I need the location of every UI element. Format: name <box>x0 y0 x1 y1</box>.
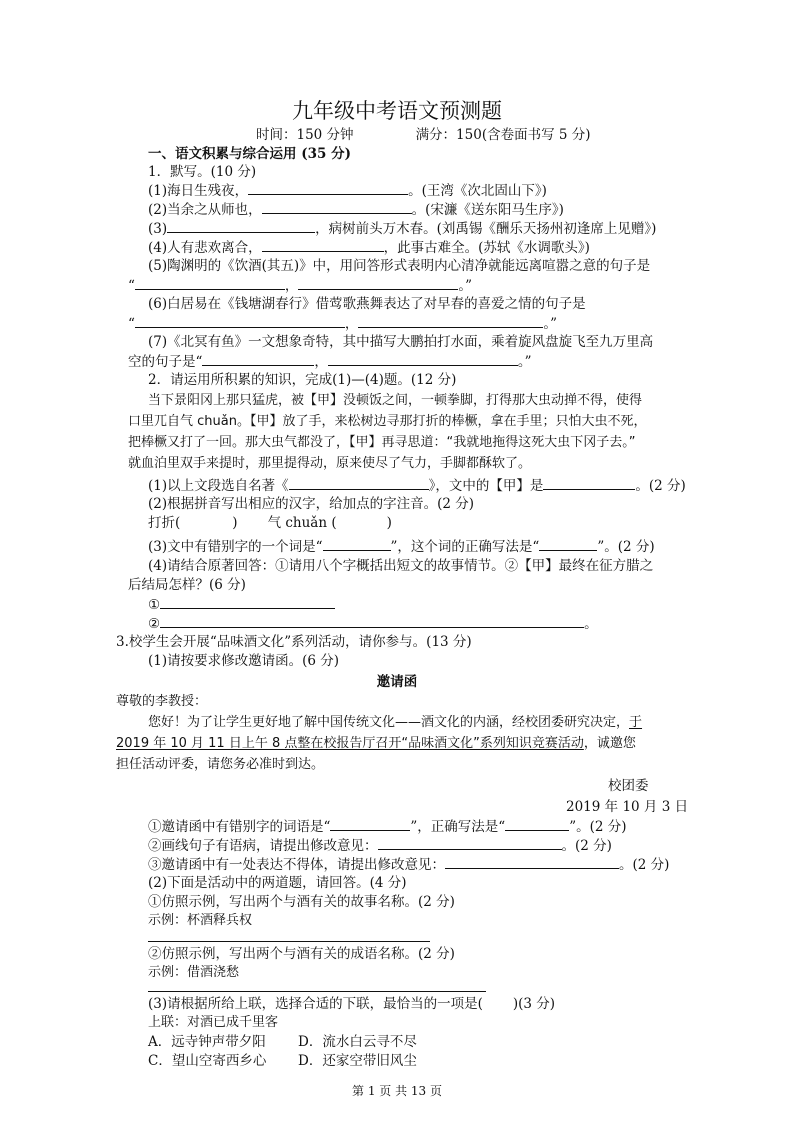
exam-score: 满分：150(含卷面书写 5 分) <box>415 127 591 143</box>
q2-passage-line: 口里兀自气 chuǎn。【甲】放了手，来松树边寻那打折的棒橛，拿在手里；只怕大虫不死， <box>128 414 647 429</box>
q3-b1-example: 示例：杯酒释兵权 <box>148 913 253 928</box>
answer-blank[interactable] <box>505 816 569 831</box>
options-row-1 <box>148 1032 417 1052</box>
answer-blank[interactable] <box>167 218 315 233</box>
q3-b1: ①仿照示例，写出两个与酒有关的故事名称。(2 分) <box>148 894 455 910</box>
q2-sub-4-cont: 后结局怎样？(6 分) <box>128 577 246 593</box>
q1-item-7-answer: 空的句子是“ ， 。” <box>128 351 532 372</box>
option-c[interactable]: C．望山空寄西乡心 <box>148 1053 267 1069</box>
answer-line[interactable] <box>148 941 430 942</box>
answer-blank[interactable] <box>135 275 285 290</box>
q1-item-7: (7)《北冥有鱼》一文想象奇特，其中描写大鹏拍打水面，乘着旋风盘旋飞至九万里高 <box>148 334 654 350</box>
answer-blank[interactable] <box>262 237 384 252</box>
answer-blank[interactable] <box>328 351 518 366</box>
exam-info <box>256 126 591 144</box>
q2-sub-1: (1)以上文段选自名著《 》，文中的【甲】是 。(2 分) <box>148 475 686 496</box>
answer-blank[interactable] <box>378 835 562 850</box>
answer-blank[interactable] <box>445 854 619 869</box>
answer-blank[interactable] <box>160 594 335 609</box>
couplet-upper: 上联：对酒已成千里客 <box>148 1015 279 1030</box>
letter-signature: 校团委 <box>608 778 649 794</box>
q2-answer-2: ② 。 <box>148 613 598 634</box>
q3-sub-1: (1)请按要求修改邀请函。(6 分) <box>148 653 340 669</box>
q1-item-3: (3) ，病树前头万木春。(刘禹锡《酬乐天扬州初逢席上见赠》) <box>148 218 656 239</box>
q1-item-1: (1)海日生残夜， 。(王湾《次北固山下》) <box>148 180 547 201</box>
q2-passage-line: 当下景阳冈上那只猛虎，被【甲】没顿饭之间，一顿拳脚，打得那大虫动掸不得，使得 <box>148 393 643 408</box>
letter-body-line: 您好！为了让学生更好地了解中国传统文化——酒文化的内涵，经校团委研究决定，于 <box>148 715 643 730</box>
exam-time: 时间：150 分钟 <box>256 127 354 143</box>
q1-item-6: (6)白居易在《钱塘湖春行》借莺歌燕舞表达了对早春的喜爱之情的句子是 <box>148 296 586 312</box>
answer-blank[interactable] <box>543 475 635 490</box>
q1-item-5-answer: “ ， 。” <box>128 275 472 296</box>
q2-sub-2: (2)根据拼音写出相应的汉字，给加点的字注音。(2 分) <box>148 496 475 512</box>
q1-item-4: (4)人有悲欢离合， ，此事古难全。(苏轼《水调歌头》) <box>148 237 590 258</box>
q2-answer-1: ① <box>148 594 335 615</box>
q1-item-2: (2)当余之从师也， 。(宋濂《送东阳马生序》) <box>148 199 564 220</box>
answer-blank[interactable] <box>202 351 314 366</box>
answer-blank[interactable] <box>358 313 543 328</box>
page-title: 九年级中考语文预测题 <box>292 99 502 123</box>
answer-blank[interactable] <box>298 275 458 290</box>
q1-item-6-answer: “ ， 。” <box>128 313 557 334</box>
answer-blank[interactable] <box>539 536 597 551</box>
option-a[interactable]: A．远寺钟声带夕阳 <box>148 1034 266 1050</box>
underlined-sentence: 2019 年 10 月 11 日上午 8 点整在校报告厅召开“品味酒文化”系列知识竞赛活动 <box>116 736 584 751</box>
answer-blank[interactable] <box>160 613 584 628</box>
q2-sub-4: (4)请结合原著回答：①请用八个字概括出短文的故事情节。②【甲】最终在征方腊之 <box>148 558 654 574</box>
q2-passage-line: 把棒橛又打了一回。那大虫气都没了，【甲】再寻思道：“我就地拖得这死大虫下冈子去。” <box>128 435 636 450</box>
letter-body-line: 担任活动评委，请您务必准时到达。 <box>116 757 325 772</box>
q2-sub-3: (3)文中有错别字的一个词是“ ”，这个词的正确写法是“ ”。(2 分) <box>148 536 655 557</box>
q3-b2-example: 示例：借酒浇愁 <box>148 965 240 980</box>
q3-b2: ②仿照示例，写出两个与酒有关的成语名称。(2 分) <box>148 946 455 962</box>
q3-a3: ③邀请函中有一处表达不得体，请提出修改意见： 。(2 分) <box>148 854 669 875</box>
q2-passage-line: 就血泊里双手来提时，那里提得动，原来使尽了气力，手脚都酥软了。 <box>128 456 532 471</box>
answer-line[interactable] <box>148 991 486 992</box>
q2-heading: 2．请运用所积累的知识，完成(1)—(4)题。(12 分) <box>148 372 457 388</box>
answer-blank[interactable] <box>248 180 408 195</box>
letter-body-line: 2019 年 10 月 11 日上午 8 点整在校报告厅召开“品味酒文化”系列知识竞赛活动，诚邀您 <box>116 736 636 751</box>
option-d[interactable]: D．流水白云寻不尽 <box>298 1034 417 1050</box>
q3-heading: 3.校学生会开展“品味酒文化”系列活动，请你参与。(13 分) <box>116 634 472 650</box>
option-d-second[interactable]: D．还家空带旧风尘 <box>298 1053 417 1069</box>
q2-sub-2-answer: 打折( ) 气 chuǎn ( ) <box>148 515 392 531</box>
q3-sub-2: (2)下面是活动中的两道题，请回答。(4 分) <box>148 875 407 891</box>
q3-sub-3: (3)请根据所给上联，选择合适的下联，最恰当的一项是( )(3 分) <box>148 996 556 1012</box>
answer-blank[interactable] <box>323 536 391 551</box>
letter-salutation: 尊敬的李教授： <box>116 694 208 709</box>
letter-date: 2019 年 10 月 3 日 <box>566 799 689 815</box>
section-heading: 一、语文积累与综合运用 (35 分) <box>148 146 351 162</box>
q3-a1: ①邀请函中有错别字的词语是“ ”，正确写法是“ ”。(2 分) <box>148 816 627 837</box>
q1-item-5: (5)陶渊明的《饮酒(其五)》中，用问答形式表明内心清净就能远离喧嚣之意的句子是 <box>148 258 651 274</box>
options-row-2 <box>148 1051 417 1071</box>
q3-a2: ②画线句子有语病，请提出修改意见： 。(2 分) <box>148 835 612 856</box>
answer-blank[interactable] <box>289 475 429 490</box>
page-footer: 第 1 页 共 13 页 <box>352 1084 442 1098</box>
answer-blank[interactable] <box>330 816 410 831</box>
answer-blank[interactable] <box>135 313 345 328</box>
answer-blank[interactable] <box>262 199 412 214</box>
letter-title: 邀请函 <box>376 674 418 690</box>
q1-heading: 1．默写。(10 分) <box>148 164 257 180</box>
